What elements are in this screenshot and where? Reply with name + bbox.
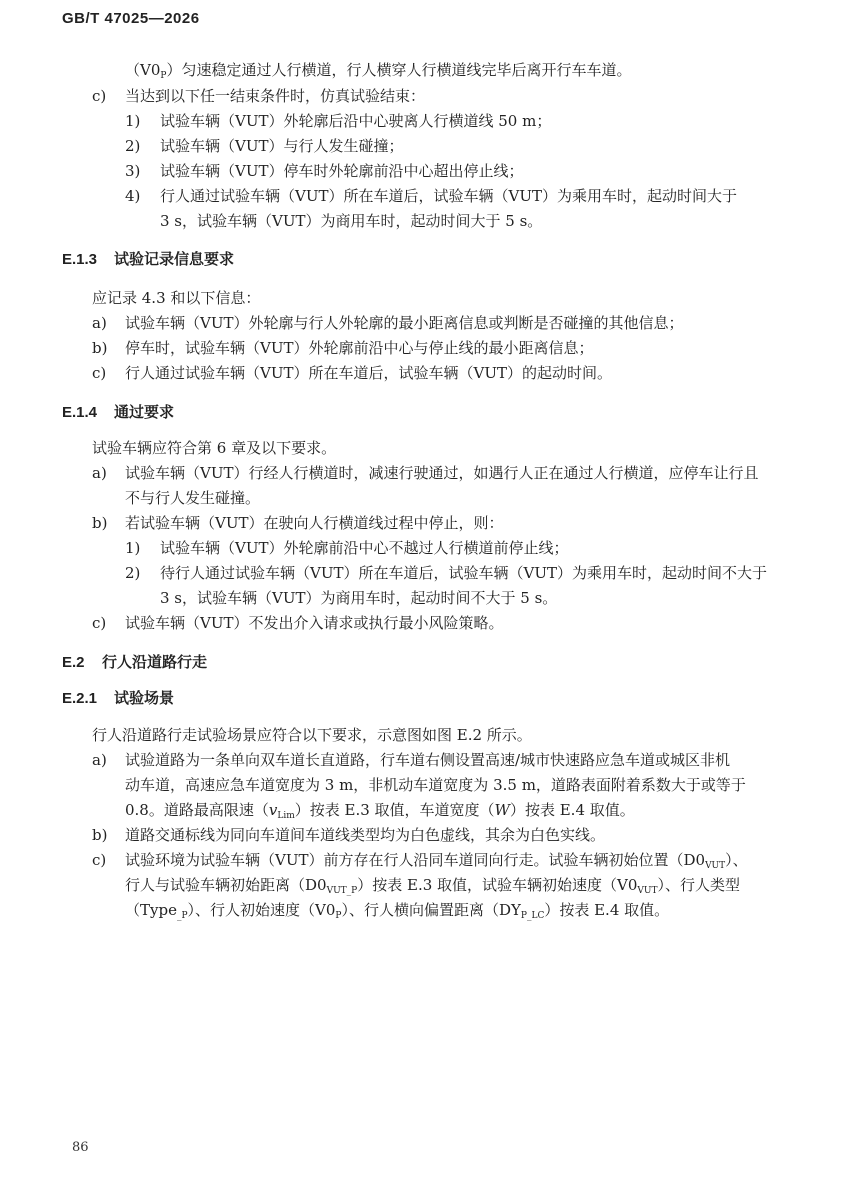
paragraph: 行人沿道路行走试验场景应符合以下要求，示意图如图 E.2 所示。	[92, 726, 532, 744]
list-marker: c)	[92, 614, 107, 632]
list-item	[125, 160, 523, 182]
list-text: 当达到以下任一结束条件时，仿真试验结束：	[125, 87, 426, 105]
symbol: v	[268, 801, 278, 819]
section-heading	[62, 687, 174, 708]
text: ）按表 E.3 取值，试验车辆初始速度（V0	[357, 876, 638, 894]
list-marker: b)	[92, 514, 108, 532]
section-number: E.2	[62, 654, 85, 671]
section-number: E.1.3	[62, 251, 98, 268]
list-marker: 2)	[125, 137, 141, 155]
list-text: 试验车辆（VUT）外轮廓前沿中心不越过人行横道前停止线；	[160, 539, 569, 557]
list-text: 若试验车辆（VUT）在驶向人行横道线过程中停止，则：	[125, 514, 504, 532]
text: ）按表 E.4 取值。	[509, 801, 635, 819]
list-marker: 3)	[125, 162, 141, 180]
text: （Type	[125, 901, 177, 919]
list-marker: c)	[92, 851, 107, 869]
list-item	[92, 312, 683, 334]
subscript: VUT	[637, 886, 658, 896]
subscript: _P	[176, 911, 188, 921]
text: 试验环境为试验车辆（VUT）前方存在行人沿同车道同向行走。试验车辆初始位置（D0	[125, 851, 706, 869]
list-marker: c)	[92, 87, 107, 105]
text: ）、行人横向偏置距离（DY	[341, 901, 521, 919]
symbol: W	[494, 801, 510, 819]
text: ）按表 E.3 取值，车道宽度（	[294, 801, 495, 819]
list-item	[92, 362, 612, 384]
list-item-continuation: 不与行人发生碰撞。	[125, 489, 261, 507]
section-title: 行人沿道路行走	[102, 654, 208, 671]
text: （V0	[125, 61, 161, 79]
list-item	[125, 135, 403, 157]
list-marker: a)	[92, 751, 107, 769]
list-marker: 1)	[125, 539, 141, 557]
list-item	[92, 512, 503, 534]
list-item	[125, 185, 737, 207]
list-marker: a)	[92, 314, 107, 332]
text: ）匀速稳定通过人行横道，行人横穿人行横道线完毕后离开行车车道。	[166, 61, 632, 79]
text: ）按表 E.4 取值。	[544, 901, 670, 919]
text: 0.8。道路最高限速（	[125, 801, 269, 819]
list-item	[125, 562, 767, 584]
section-title: 试验记录信息要求	[114, 251, 235, 268]
standard-code-header: GB/T 47025—2026	[62, 10, 200, 27]
list-marker: b)	[92, 339, 108, 357]
list-text: 停车时，试验车辆（VUT）外轮廓前沿中心与停止线的最小距离信息；	[125, 339, 594, 357]
list-item	[92, 849, 748, 877]
list-item	[125, 537, 568, 559]
subscript: VUT	[705, 861, 726, 871]
list-text: 试验车辆（VUT）行经人行横道时，减速行驶通过，如遇行人正在通过人行横道，应停车让行且	[125, 464, 759, 482]
list-marker: 1)	[125, 112, 141, 130]
list-item-continuation: 3 s，试验车辆（VUT）为商用车时，起动时间不大于 5 s。	[160, 589, 558, 607]
list-item	[92, 749, 730, 771]
list-text: 行人通过试验车辆（VUT）所在车道后，试验车辆（VUT）的起动时间。	[125, 364, 612, 382]
list-marker: b)	[92, 826, 108, 844]
list-item-continuation	[125, 899, 669, 927]
section-title: 通过要求	[114, 404, 175, 421]
list-text: 待行人通过试验车辆（VUT）所在车道后，试验车辆（VUT）为乘用车时，起动时间不大于	[160, 564, 767, 582]
list-item	[92, 337, 593, 359]
section-heading	[62, 401, 174, 422]
list-text: 试验车辆（VUT）外轮廓后沿中心驶离人行横道线 50 m；	[160, 112, 552, 130]
list-marker: a)	[92, 464, 107, 482]
list-text: 试验车辆（VUT）不发出介入请求或执行最小风险策略。	[125, 614, 504, 632]
text: ）、行人类型	[657, 876, 741, 894]
subscript: VUT_P	[326, 886, 358, 896]
list-item	[92, 612, 503, 634]
list-marker: c)	[92, 364, 107, 382]
list-marker: 2)	[125, 564, 141, 582]
section-number: E.2.1	[62, 690, 98, 707]
section-number: E.1.4	[62, 404, 98, 421]
list-marker: 4)	[125, 187, 141, 205]
section-heading	[62, 248, 234, 269]
list-item	[125, 110, 551, 132]
body-line	[125, 59, 631, 87]
text: ）、行人初始速度（V0	[187, 901, 336, 919]
list-item	[92, 824, 605, 846]
page-number: 86	[72, 1140, 89, 1155]
list-item-continuation	[125, 874, 740, 902]
list-item-continuation	[125, 799, 635, 827]
list-text: 行人通过试验车辆（VUT）所在车道后，试验车辆（VUT）为乘用车时，起动时间大于	[160, 187, 737, 205]
paragraph: 试验车辆应符合第 6 章及以下要求。	[92, 439, 337, 457]
list-item	[92, 85, 425, 107]
subscript: P_LC	[520, 911, 545, 921]
list-text: 道路交通标线为同向车道间车道线类型均为白色虚线，其余为白色实线。	[125, 826, 606, 844]
list-text: 试验道路为一条单向双车道长直道路，行车道右侧设置高速/城市快速路应急车道或城区非机	[125, 751, 731, 769]
list-item-continuation: 动车道，高速应急车道宽度为 3 m，非机动车道宽度为 3.5 m，道路表面附着系数大于或等于	[125, 776, 746, 794]
list-text: 试验车辆（VUT）外轮廓与行人外轮廓的最小距离信息或判断是否碰撞的其他信息；	[125, 314, 684, 332]
text: 行人与试验车辆初始距离（D0	[125, 876, 327, 894]
text: ）、	[725, 851, 748, 869]
subscript: P	[335, 911, 342, 921]
list-text: 试验车辆（VUT）与行人发生碰撞；	[160, 137, 404, 155]
list-text: 试验车辆（VUT）停车时外轮廓前沿中心超出停止线；	[160, 162, 524, 180]
list-item-continuation: 3 s，试验车辆（VUT）为商用车时，起动时间大于 5 s。	[160, 212, 543, 230]
section-heading	[62, 651, 207, 672]
section-title: 试验场景	[114, 690, 175, 707]
paragraph: 应记录 4.3 和以下信息：	[92, 289, 261, 307]
list-item	[92, 462, 758, 484]
subscript: Lim	[277, 811, 295, 821]
subscript: P	[160, 71, 167, 81]
